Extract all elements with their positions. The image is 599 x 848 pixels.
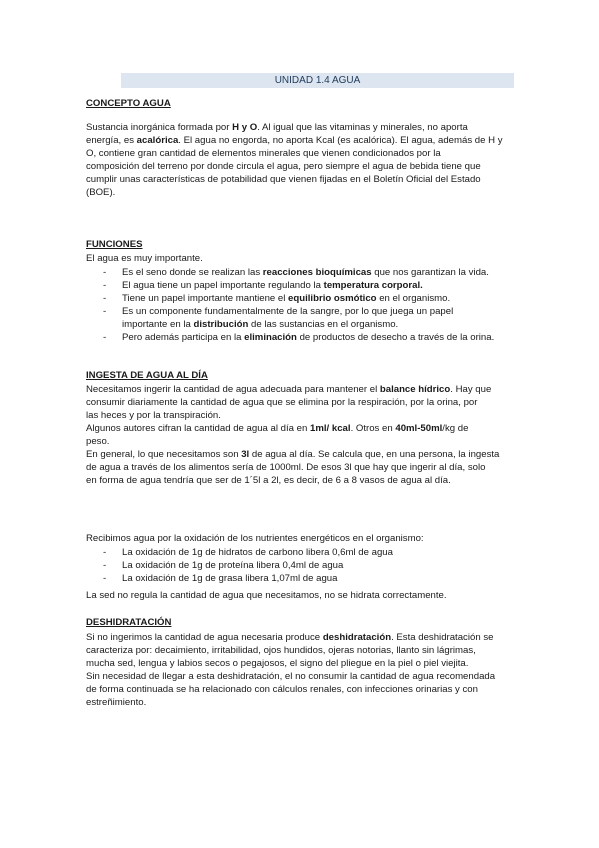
bold-term: reacciones bioquímicas	[262, 267, 372, 278]
text-run: cumplir unas características de potabilidad que vienen fijadas en el Boletín Oficial del Estado	[86, 174, 481, 185]
list-item-text: La oxidación de 1g de hidratos de carbono libera 0,6ml de agua	[122, 547, 393, 558]
bullet-dash: -	[103, 332, 107, 343]
bold-term: 3l	[241, 449, 250, 460]
text-run: Pero además participa en la	[122, 332, 245, 343]
text-run: las heces y por la transpiración.	[86, 410, 221, 421]
text-line	[86, 696, 520, 709]
text-run: Es un componente fundamentalmente de la sangre, por lo que juega un papel	[122, 306, 454, 317]
bold-term: 1ml/ kcal	[310, 423, 351, 434]
bullet-dash: -	[103, 573, 107, 584]
text-run: peso.	[86, 436, 110, 447]
funciones-intro: El agua es muy importante.	[86, 253, 203, 264]
text-run: de agua a través de los alimentos sería de 1000ml. De esos 3l que hay que ingerir al día, solo	[86, 462, 486, 473]
oxidation-list	[86, 546, 520, 585]
text-line	[86, 383, 520, 396]
text-run: composición del terreno por donde circula el agua, pero siempre el agua de bebida tiene que	[86, 161, 481, 172]
bullet-dash: -	[103, 560, 107, 571]
text-line	[122, 331, 520, 344]
bold-term: 40ml-50ml	[395, 423, 443, 434]
text-line	[86, 160, 520, 173]
bold-term: deshidratación	[322, 632, 392, 643]
list-item	[86, 331, 520, 344]
list-item	[86, 572, 520, 585]
text-run: Si no ingerimos la cantidad de agua necesaria produce	[86, 632, 323, 643]
bold-term: balance hídrico	[379, 384, 451, 395]
ingesta-paragraph	[86, 383, 520, 487]
sed-note: La sed no regula la cantidad de agua que necesitamos, no se hidrata correctamente.	[86, 590, 447, 601]
list-item	[86, 546, 520, 559]
text-line	[86, 461, 520, 474]
deshidratacion-paragraph	[86, 631, 520, 709]
text-run: Sin necesidad de llegar a esta deshidratación, el no consumir la cantidad de agua recomendada	[86, 671, 496, 682]
text-run: Es el seno donde se realizan las	[122, 267, 263, 278]
bold-term: temperatura corporal.	[323, 280, 423, 291]
concepto-paragraph	[86, 121, 520, 199]
text-run: caracteriza por: decaimiento, irritabilidad, ojos hundidos, ojeras notorias, llanto sin lágrimas,	[86, 645, 476, 656]
bold-term: H y O	[232, 122, 258, 133]
text-line	[86, 435, 520, 448]
text-run: Necesitamos ingerir la cantidad de agua adecuada para mantener el	[86, 384, 380, 395]
bullet-dash: -	[103, 547, 107, 558]
text-line	[86, 396, 520, 409]
text-run: (BOE).	[86, 187, 116, 198]
text-run: . Otros en	[350, 423, 396, 434]
text-run: en el organismo.	[376, 293, 451, 304]
bold-term: eliminación	[244, 332, 297, 343]
text-line	[86, 657, 520, 670]
text-run: O, contiene gran cantidad de elementos minerales que vienen condicionados por la	[86, 148, 441, 159]
list-item	[86, 292, 520, 305]
text-run: de forma continuada se ha relacionado con cálculos renales, con infecciones orinarias y con	[86, 684, 478, 695]
list-item	[86, 559, 520, 572]
text-line	[86, 134, 520, 147]
text-run: Sustancia inorgánica formada por	[86, 122, 233, 133]
list-item	[86, 279, 520, 292]
list-item-text: La oxidación de 1g de proteína libera 0,4ml de agua	[122, 560, 344, 571]
bullet-dash: -	[103, 267, 107, 278]
funciones-list	[86, 266, 520, 344]
text-run: . Esta deshidratación se	[391, 632, 494, 643]
text-line	[86, 186, 520, 199]
text-run: . Hay que	[450, 384, 492, 395]
text-line	[122, 279, 520, 292]
text-line	[122, 318, 520, 331]
text-line	[86, 683, 520, 696]
list-item-text: La oxidación de 1g de grasa libera 1,07ml de agua	[122, 573, 338, 584]
text-line	[86, 147, 520, 160]
concepto-heading: CONCEPTO AGUA	[86, 98, 171, 109]
text-line	[122, 305, 520, 318]
text-run: En general, lo que necesitamos son	[86, 449, 242, 460]
bullet-dash: -	[103, 293, 107, 304]
funciones-heading: FUNCIONES	[86, 239, 143, 250]
text-line	[86, 173, 520, 186]
text-run: Tiene un papel importante mantiene el	[122, 293, 289, 304]
text-run: energía, es	[86, 135, 137, 146]
text-line	[86, 670, 520, 683]
text-run: de agua al día. Se calcula que, en una persona, la ingesta	[249, 449, 500, 460]
text-line	[86, 121, 520, 134]
text-line	[86, 631, 520, 644]
text-run: estreñimiento.	[86, 697, 147, 708]
bold-term: distribución	[193, 319, 249, 330]
page-title: UNIDAD 1.4 AGUA	[121, 73, 514, 88]
list-item	[86, 305, 520, 331]
bullet-dash: -	[103, 306, 107, 317]
text-run: /kg de	[442, 423, 469, 434]
text-run: . El agua no engorda, no aporta Kcal (es acalórica). El agua, además de H y	[178, 135, 503, 146]
text-run: que nos garantizan la vida.	[371, 267, 489, 278]
text-run: El agua tiene un papel importante regulando la	[122, 280, 324, 291]
bullet-dash: -	[103, 280, 107, 291]
text-line	[122, 292, 520, 305]
text-run: Algunos autores cifran la cantidad de agua al día en	[86, 423, 311, 434]
text-line	[86, 474, 520, 487]
text-run: mucha sed, lengua y labios secos o pegajosos, el signo del pliegue en la piel o piel viejita.	[86, 658, 469, 669]
text-line	[122, 266, 520, 279]
text-run: consumir diariamente la cantidad de agua que se elimina por la respiración, por la orina, por	[86, 397, 478, 408]
text-run: en forma de agua tendría que ser de 1´5l a 2l, es decir, de 6 a 8 vasos de agua al día.	[86, 475, 451, 486]
list-item	[86, 266, 520, 279]
text-line	[86, 448, 520, 461]
text-run: . Al igual que las vitaminas y minerales, no aporta	[257, 122, 468, 133]
bold-term: equilibrio osmótico	[288, 293, 377, 304]
text-line	[86, 409, 520, 422]
text-line	[86, 644, 520, 657]
text-run: de las sustancias en el organismo.	[248, 319, 399, 330]
oxidation-intro: Recibimos agua por la oxidación de los nutrientes energéticos en el organismo:	[86, 533, 424, 544]
ingesta-heading: INGESTA DE AGUA AL DÍA	[86, 370, 208, 381]
text-run: de productos de desecho a través de la orina.	[296, 332, 495, 343]
bold-term: acalórica	[136, 135, 179, 146]
text-run: importante en la	[122, 319, 194, 330]
text-line	[86, 422, 520, 435]
deshidratacion-heading: DESHIDRATACIÓN	[86, 617, 172, 628]
